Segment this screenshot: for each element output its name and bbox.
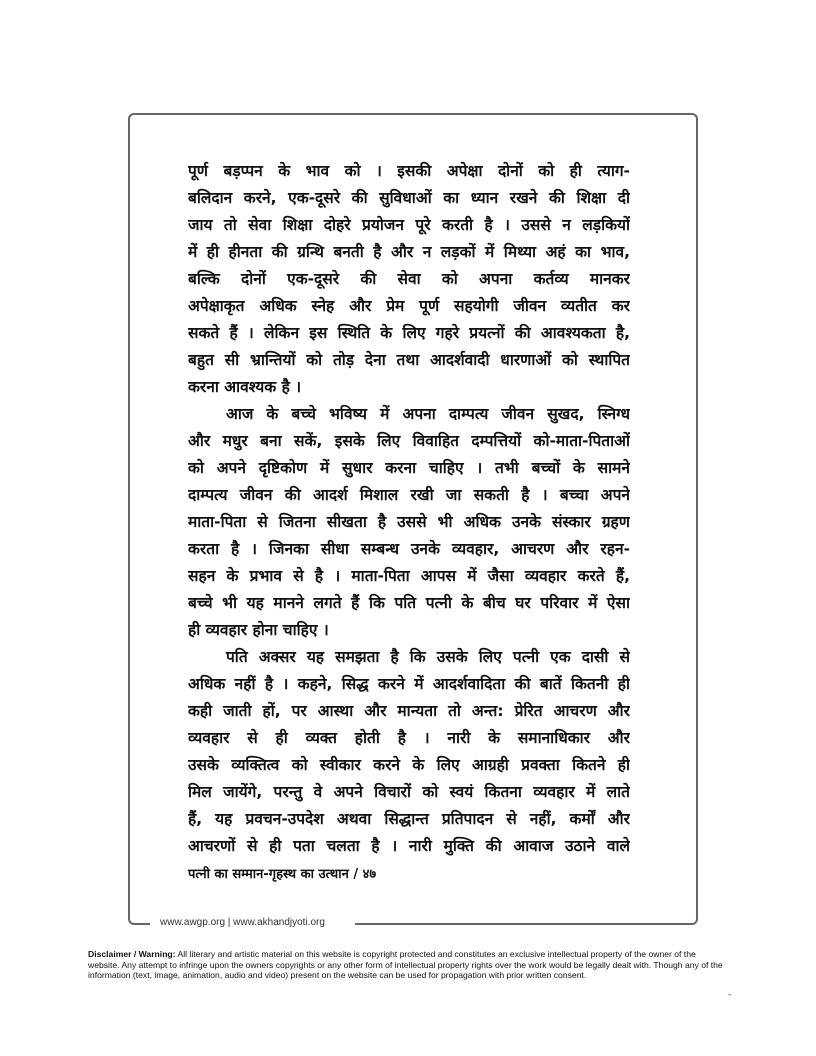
text-line: और मधुर बना सकें, इसके लिए विवाहित दम्पत्तियों को-माता-पिताओं xyxy=(188,432,630,450)
text-line: व्यवहार से ही व्यक्त होती है । नारी के समानाधिकार और xyxy=(188,729,630,747)
text-line: बलिदान करने, एक-दूसरे की सुविधाओं का ध्यान रखने की शिक्षा दी xyxy=(188,189,630,207)
site-links[interactable]: www.awgp.org | www.akhandjyoti.org xyxy=(160,917,325,928)
body-text xyxy=(188,158,630,860)
text-line: ही व्यवहार होना चाहिए । xyxy=(188,621,329,639)
text-line: माता-पिता से जितना सीखता है उससे भी अधिक उनके संस्कार ग्रहण xyxy=(188,513,630,531)
text-line: हैं, यह प्रवचन-उपदेश अथवा सिद्धान्त प्रतिपादन से नहीं, कर्मों और xyxy=(188,810,630,828)
text-line: बच्चे भी यह मानने लगते हैं कि पति पत्नी के बीच घर परिवार में ऐसा xyxy=(188,594,630,612)
text-line: पूर्ण बड़प्पन के भाव को । इसकी अपेक्षा दोनों को ही त्याग- xyxy=(188,162,630,180)
text-line: आज के बच्चे भविष्य में अपना दाम्पत्य जीवन सुखद, स्निग्ध xyxy=(226,405,630,423)
text-line: अपेक्षाकृत अधिक स्नेह और प्रेम पूर्ण सहयोगी जीवन व्यतीत कर xyxy=(188,297,630,315)
disclaimer xyxy=(88,949,728,981)
text-line: आचरणों से ही पता चलता है । नारी मुक्ति की आवाज उठाने वाले xyxy=(188,837,630,855)
text-line: दाम्पत्य जीवन की आदर्श मिशाल रखी जा सकती है । बच्चा अपने xyxy=(188,486,630,504)
text-line: जाय तो सेवा शिक्षा दोहरे प्रयोजन पूरे करती है । उससे न लड़कियों xyxy=(188,216,630,234)
text-line: उसके व्यक्तित्व को स्वीकार करने के लिए आग्रही प्रवक्ता कितने ही xyxy=(188,756,630,774)
disclaimer-text: All literary and artistic material on this website is copyright protected and constitutes an exclusive intellectual property of the owner of the website. Any attempt to infringe upon the owners copyrights or any other form of intellectual property rights over the work would be legally dealt with. Though any of the information (text, image, animation, audio and video) present on the website can be used for propagation with prior written consent. xyxy=(88,949,723,980)
page-dash: - xyxy=(728,990,732,1000)
text-line: करता है । जिनका सीधा सम्बन्ध उनके व्यवहार, आचरण और रहन- xyxy=(188,540,630,558)
text-line: में ही हीनता की ग्रन्थि बनती है और न लड़कों में मिथ्या अहं का भाव, xyxy=(188,243,630,261)
text-line: अधिक नहीं है । कहने, सिद्ध करने में आदर्शवादिता की बातें कितनी ही xyxy=(188,675,630,693)
text-line: पति अक्सर यह समझता है कि उसके लिए पत्नी एक दासी से xyxy=(226,648,630,666)
text-line: को अपने दृष्टिकोण में सुधार करना चाहिए । तभी बच्चों के सामने xyxy=(188,459,630,477)
text-line: सहन के प्रभाव से है । माता-पिता आपस में जैसा व्यवहार करते हैं, xyxy=(188,567,630,585)
text-line: मिल जायेंगे, परन्तु वे अपने विचारों को स्वयं कितना व्यवहार में लाते xyxy=(188,783,630,801)
disclaimer-label: Disclaimer / Warning: xyxy=(88,949,176,959)
text-line: कही जाती हों, पर आस्था और मान्यता तो अन्त: प्रेरित आचरण और xyxy=(188,702,630,720)
page-footer: पत्नी का सम्मान-गृहस्थ का उत्थान / ४७ xyxy=(188,867,377,882)
text-line: करना आवश्यक है । xyxy=(188,378,302,396)
text-line: बल्कि दोनों एक-दूसरे की सेवा को अपना कर्तव्य मानकर xyxy=(188,270,630,288)
text-line: बहुत सी भ्रान्तियों को तोड़ देना तथा आदर्शवादी धारणाओं को स्थापित xyxy=(188,351,630,369)
text-line: सकते हैं । लेकिन इस स्थिति के लिए गहरे प्रयत्नों की आवश्यकता है, xyxy=(188,324,630,342)
